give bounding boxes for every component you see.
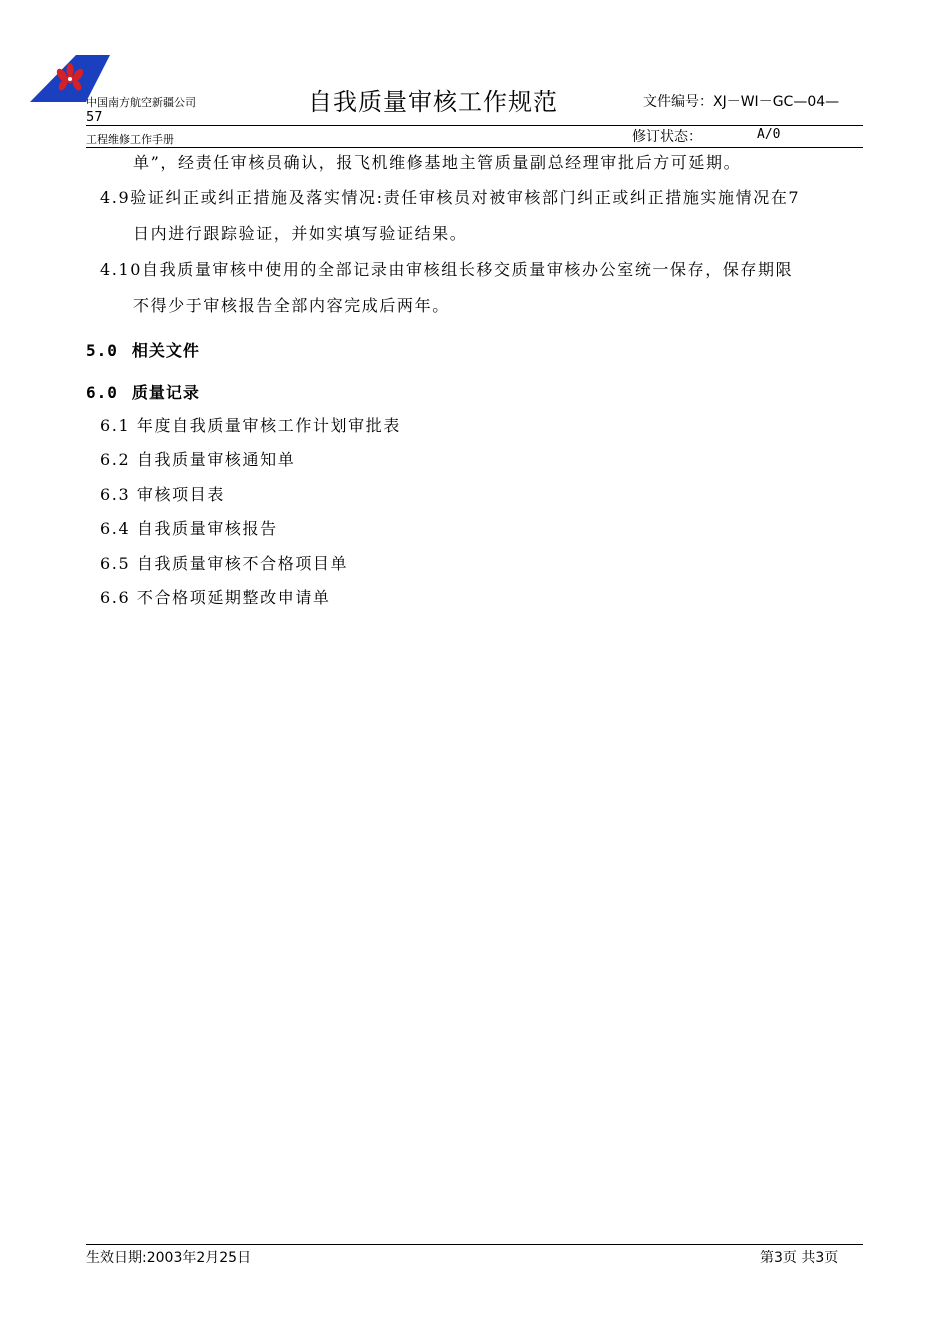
section-5-title: 相关文件 <box>131 341 200 360</box>
section-5-heading <box>86 338 200 361</box>
header-divider <box>86 125 863 126</box>
record-item: 6.3 审核项目表 <box>100 485 225 504</box>
paragraph-4-9-line-1: 4.9验证纠正或纠正措施及落实情况:责任审核员对被审核部门纠正或纠正措施实施情况在7 <box>100 188 801 207</box>
revision-value: A/0 <box>757 127 781 142</box>
paragraph-4-9-line-2: 日内进行跟踪验证，并如实填写验证结果。 <box>133 224 468 243</box>
record-item: 6.6 不合格项延期整改申请单 <box>100 588 331 607</box>
document-number: 文件编号：XJ－WI－GC—04— <box>643 94 840 110</box>
revision-label: 修订状态： <box>632 129 702 145</box>
company-name: 中国南方航空新疆公司 <box>86 96 196 109</box>
section-6-heading <box>86 380 200 403</box>
section-5-number: 5.0 <box>86 341 118 360</box>
page-info: 第3页 共3页 <box>760 1250 839 1266</box>
header-number-fragment: 57 <box>86 110 103 125</box>
paragraph-4-10-line-1: 4.10自我质量审核中使用的全部记录由审核组长移交质量审核办公室统一保存，保存期限 <box>100 260 794 279</box>
manual-name: 工程维修工作手册 <box>86 133 174 146</box>
record-item: 6.4 自我质量审核报告 <box>100 519 278 538</box>
record-item: 6.5 自我质量审核不合格项目单 <box>100 554 349 573</box>
paragraph-4-10-line-2: 不得少于审核报告全部内容完成后两年。 <box>133 296 450 315</box>
record-item: 6.2 自我质量审核通知单 <box>100 450 296 469</box>
effective-date: 生效日期:2003年2月25日 <box>86 1250 252 1266</box>
section-6-title: 质量记录 <box>131 383 200 402</box>
document-title: 自我质量审核工作规范 <box>308 88 558 116</box>
record-item: 6.1 年度自我质量审核工作计划审批表 <box>100 416 401 435</box>
footer-divider <box>86 1244 863 1245</box>
header-bottom-divider <box>86 147 863 148</box>
paragraph-continuation: 单”，经责任审核员确认，报飞机维修基地主管质量副总经理审批后方可延期。 <box>133 153 742 172</box>
section-6-number: 6.0 <box>86 383 118 402</box>
